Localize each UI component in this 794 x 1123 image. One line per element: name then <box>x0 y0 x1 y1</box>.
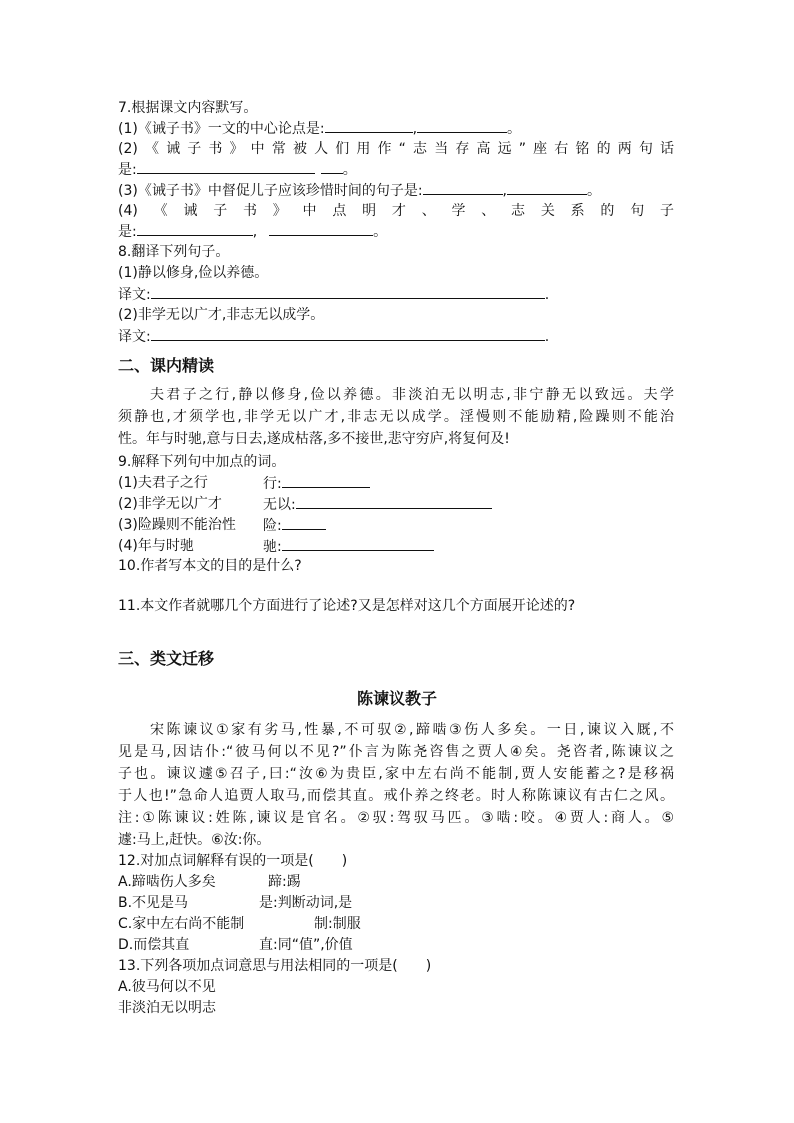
q12-option-a: A.蹄啮伤人多矣 <box>118 874 216 890</box>
q7-title: 7.根据课文内容默写。 <box>118 100 258 116</box>
answer-blank[interactable] <box>423 181 503 195</box>
q7-item-2-prompt: 是: <box>118 162 137 178</box>
q8-translation-1 <box>118 285 549 304</box>
q12-option-c-gloss: 制:制服 <box>314 916 361 932</box>
q7-item-1 <box>118 119 521 138</box>
q12-option-a-gloss: 蹄:踢 <box>268 874 301 890</box>
period: 。 <box>373 224 388 240</box>
q13-option-a-line2: 非淡泊无以明志 <box>118 1000 216 1016</box>
q7-item-3-prompt: (3)《诫子书》中督促儿子应该珍惜时间的句子是: <box>118 183 423 199</box>
passage-line: 夫君子之行,静以修身,俭以养德。非淡泊无以明志,非宁静无以致远。夫学 <box>150 387 674 403</box>
word-label: 无以: <box>263 497 296 513</box>
q8-title: 8.翻译下列句子。 <box>118 244 230 260</box>
comma: , <box>412 121 418 137</box>
article-line: 于人也!”急命人追贾人取马,而偿其直。戒仆养之终老。时人称陈谏议有古仁之风。 <box>118 788 674 804</box>
q9-item-3-text: (3)险躁则不能治性 <box>118 517 236 533</box>
q7-item-4-prompt: 是: <box>118 224 137 240</box>
period: . <box>544 329 550 345</box>
q12-option-b-gloss: 是:判断动词,是 <box>259 895 353 911</box>
article-line: 子也。谏议遽⑤召子,曰:“汝⑥为贵臣,家中左右尚不能制,贾人安能蓄之?是移祸 <box>118 766 674 782</box>
q7-item-3 <box>118 181 601 200</box>
q9-title: 9.解释下列句中加点的词。 <box>118 454 286 470</box>
q8-sentence-2: (2)非学无以广才,非志无以成学。 <box>118 307 325 323</box>
article-note: 注:①陈谏议:姓陈,谏议是官名。②驭:驾驭马匹。③啮:咬。④贾人:商人。⑤ <box>118 810 674 826</box>
q9-item-4-text: (4)年与时驰 <box>118 538 194 554</box>
q8-sentence-1: (1)静以修身,俭以养德。 <box>118 265 269 281</box>
answer-blank[interactable] <box>417 119 507 133</box>
q7-item-2-line1: (2)《诫子书》中常被人们用作“志当存高远”座右铭的两句话 <box>118 141 674 157</box>
q12-option-d: D.而偿其直 <box>118 937 190 953</box>
answer-blank[interactable] <box>282 474 370 488</box>
comma: , <box>252 224 258 240</box>
word-label: 驰: <box>263 539 282 555</box>
q9-item-4-answer <box>263 537 434 556</box>
q8-translation-2 <box>118 327 549 346</box>
translation-blank[interactable] <box>151 285 545 299</box>
q9-item-1-text: (1)夫君子之行 <box>118 475 208 491</box>
q13-option-a-line1: A.彼马何以不见 <box>118 979 216 995</box>
period: 。 <box>507 121 522 137</box>
period: 。 <box>342 162 357 178</box>
answer-blank[interactable] <box>282 516 326 530</box>
answer-blank[interactable] <box>507 181 587 195</box>
q9-item-1-answer <box>263 474 370 493</box>
q12-option-d-gloss: 直:同“值”,价值 <box>259 937 353 953</box>
answer-blank[interactable] <box>137 222 253 236</box>
answer-blank[interactable] <box>282 537 434 551</box>
q9-item-3-answer <box>263 516 326 535</box>
q12-title: 12.对加点词解释有误的一项是( ) <box>118 853 348 869</box>
translation-label: 译文: <box>118 329 151 345</box>
q10: 10.作者写本文的目的是什么? <box>118 558 302 574</box>
article-line: 宋陈谏议①家有劣马,性暴,不可驭②,蹄啮③伤人多矣。一日,谏议入厩,不 <box>150 722 674 738</box>
q7-item-1-prompt: (1)《诫子书》一文的中心论点是: <box>118 121 325 137</box>
section-2-heading: 二、课内精读 <box>118 356 215 375</box>
q11: 11.本文作者就哪几个方面进行了论述?又是怎样对这几个方面展开论述的? <box>118 598 576 614</box>
answer-blank[interactable] <box>325 119 413 133</box>
period: 。 <box>587 183 601 199</box>
comma: , <box>502 183 507 199</box>
answer-blank[interactable] <box>137 160 315 174</box>
q13-title: 13.下列各项加点词意思与用法相同的一项是( ) <box>118 958 432 974</box>
answer-blank[interactable] <box>296 495 492 509</box>
section-3-heading: 三、类文迁移 <box>118 649 215 668</box>
answer-blank[interactable] <box>321 160 343 174</box>
q7-item-2-line2 <box>118 160 357 179</box>
passage-line: 须静也,才须学也,非学无以广才,非志无以成学。淫慢则不能励精,险躁则不能治 <box>118 409 674 425</box>
period: . <box>544 287 550 303</box>
article-line: 见是马,因诘仆:“彼马何以不见?”仆言为陈尧咨售之贾人④矣。尧咨者,陈谏议之 <box>118 744 674 760</box>
q7-item-4-line1: (4)《诫子书》中点明才、学、志关系的句子 <box>118 203 674 219</box>
q12-option-c: C.家中左右尚不能制 <box>118 916 245 932</box>
article-note: 遽:马上,赶快。⑥汝:你。 <box>118 832 271 848</box>
q12-option-b: B.不见是马 <box>118 895 189 911</box>
answer-blank[interactable] <box>269 222 373 236</box>
word-label: 行: <box>263 476 282 492</box>
q7-item-4-line2 <box>118 222 387 241</box>
translation-blank[interactable] <box>151 327 545 341</box>
passage-line: 性。年与时驰,意与日去,遂成枯落,多不接世,悲守穷庐,将复何及! <box>118 431 510 447</box>
q9-item-2-text: (2)非学无以广才 <box>118 496 222 512</box>
article-title: 陈谏议教子 <box>356 689 437 708</box>
translation-label: 译文: <box>118 287 151 303</box>
word-label: 险: <box>263 518 282 534</box>
q9-item-2-answer <box>263 495 492 514</box>
